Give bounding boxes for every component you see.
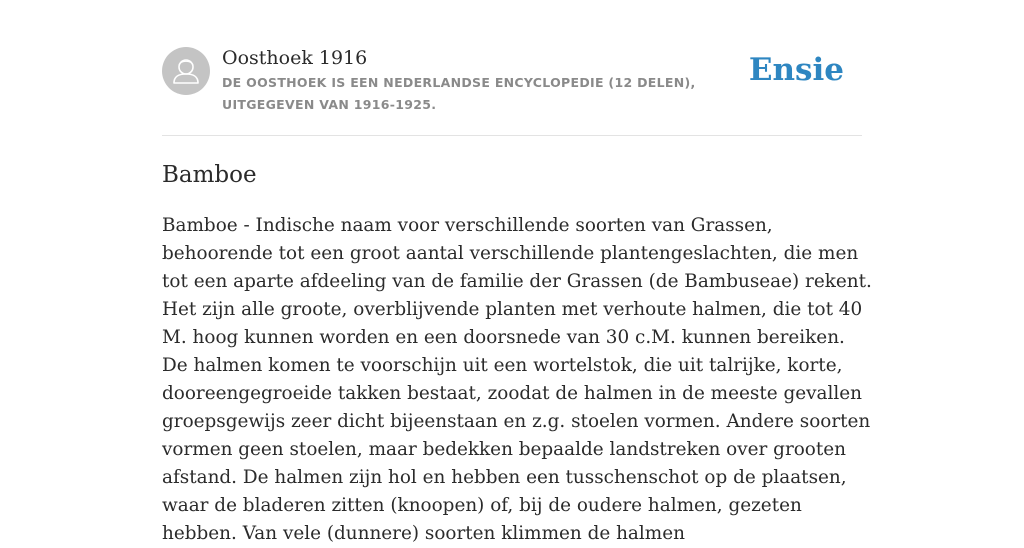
entry-body: Bamboe - Indische naam voor verschillende soorten van Grassen, behoorende tot een groot aantal verschillende plantengeslachten, die men tot een aparte afdeeling van de familie der Grassen (de Bambuseae) rekent. Het zijn alle groote, overblijvende planten met verhoute halmen, die tot 40 M. hoog kunnen worden en een doorsnede van 30 c.M. kunnen bereiken. De halmen komen te voorschijn uit een wortelstok, die uit talrijke, korte, dooreengegroeide takken bestaat, zoodat de halmen in de meeste gevallen groepsgewijs zeer dicht bijeenstaan en z.g. stoelen vormen. Andere soorten vormen geen stoelen, maar bedekken bepaalde landstreken over grooten afstand. De halmen zijn hol en hebben een tusschenschot op de plaatsen, waar de bladeren zitten (knoopen) of, bij de oudere halmen, gezeten hebben. Van vele (dunnere) soorten klimmen de halmen (162, 215, 872, 544)
header-divider (162, 135, 862, 136)
source-avatar[interactable] (162, 47, 210, 95)
source-header (162, 44, 862, 134)
source-title[interactable]: Oosthoek 1916 (222, 47, 368, 69)
user-placeholder-icon (162, 47, 210, 95)
ensie-logo-link[interactable]: Ensie (748, 52, 844, 88)
entry-title: Bamboe (162, 162, 257, 188)
source-description: DE OOSTHOEK IS EEN NEDERLANDSE ENCYCLOPEDIE (12 DELEN), UITGEGEVEN VAN 1916-1925. (222, 75, 696, 112)
